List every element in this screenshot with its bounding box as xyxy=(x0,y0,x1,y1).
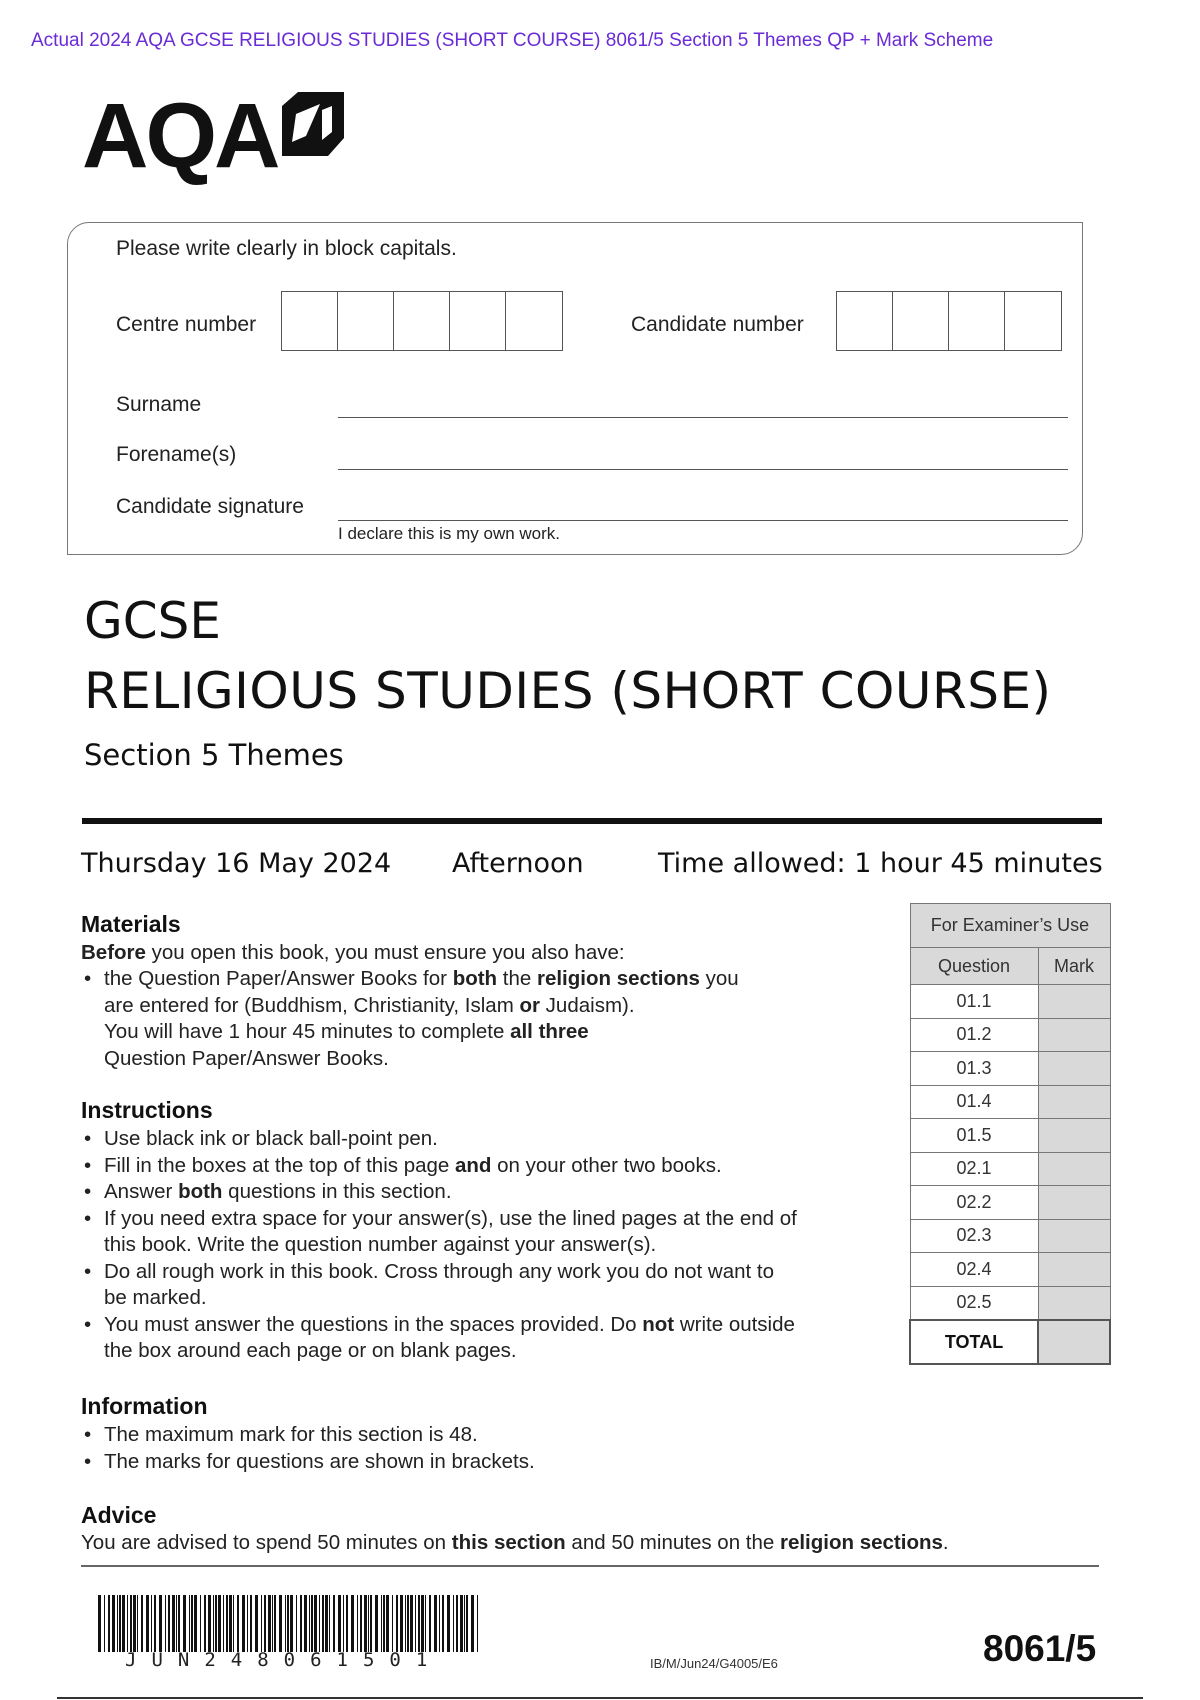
barcode-bar xyxy=(272,1595,273,1652)
barcode-bar xyxy=(392,1595,393,1652)
table-row xyxy=(910,1018,1110,1052)
question-number: 02.1 xyxy=(910,1152,1038,1186)
barcode-bar xyxy=(98,1595,101,1652)
text-run: this book. Write the question number against your answer(s). xyxy=(104,1233,657,1256)
barcode-bar xyxy=(287,1595,289,1652)
barcode-bar xyxy=(360,1595,362,1652)
barcode-bar xyxy=(466,1595,468,1652)
list-item xyxy=(81,1126,797,1153)
barcode-bar xyxy=(127,1595,128,1652)
table-row xyxy=(910,1253,1110,1287)
document-banner: Actual 2024 AQA GCSE RELIGIOUS STUDIES (SHORT COURSE) 8061/5 Section 5 Themes QP + Mark Scheme xyxy=(31,30,994,51)
paper-reference: IB/M/Jun24/G4005/E6 xyxy=(650,1656,778,1671)
barcode-bar xyxy=(329,1595,330,1652)
table-row xyxy=(910,1152,1110,1186)
barcode-bar xyxy=(194,1595,197,1652)
barcode-bar xyxy=(400,1595,403,1652)
text-run: and 50 minutes on the xyxy=(565,1531,780,1554)
mark-cell[interactable] xyxy=(1038,1286,1110,1320)
text-run: The marks for questions are shown in brackets. xyxy=(104,1449,535,1473)
text-run: . xyxy=(942,1531,949,1554)
mark-cell[interactable] xyxy=(1038,1219,1110,1253)
text-run: If you need extra space for your answer(s), use the lined pages at the end of xyxy=(104,1206,797,1230)
barcode-bar xyxy=(213,1595,214,1652)
barcode-bar xyxy=(226,1595,228,1652)
centre-number-boxes[interactable] xyxy=(281,291,563,351)
centre-number-digit[interactable] xyxy=(506,292,562,350)
mark-cell[interactable] xyxy=(1038,1052,1110,1086)
aqa-logo-text: AQA xyxy=(82,85,278,187)
centre-number-digit[interactable] xyxy=(450,292,506,350)
surname-field[interactable] xyxy=(338,417,1068,418)
mark-cell[interactable] xyxy=(1038,1119,1110,1153)
subject-title: RELIGIOUS STUDIES (SHORT COURSE) xyxy=(84,662,1052,720)
materials-heading: Materials xyxy=(81,911,181,937)
barcode-bar xyxy=(264,1595,266,1652)
list-item xyxy=(81,1206,797,1259)
candidate-number-boxes[interactable] xyxy=(836,291,1062,351)
text-run: Question Paper/Answer Books. xyxy=(104,1046,389,1070)
barcode-bar xyxy=(410,1595,413,1652)
barcode-bar xyxy=(247,1595,248,1652)
barcode-bar xyxy=(191,1595,193,1652)
barcode-bar xyxy=(151,1595,152,1652)
barcode-bar xyxy=(304,1595,307,1652)
surname-label: Surname xyxy=(116,393,202,416)
bold-text: not xyxy=(642,1312,675,1336)
barcode-bar xyxy=(375,1595,378,1652)
text-run: The maximum mark for this section is 48. xyxy=(104,1423,478,1446)
list-item xyxy=(81,1422,535,1449)
text-run: you xyxy=(699,967,739,990)
candidate-number-digit[interactable] xyxy=(893,292,949,350)
barcode-bar xyxy=(119,1595,121,1652)
mark-cell[interactable] xyxy=(1038,1152,1110,1186)
signature-label: Candidate signature xyxy=(116,495,304,518)
question-number: 01.5 xyxy=(910,1119,1038,1153)
exam-date: Thursday 16 May 2024 xyxy=(81,848,392,879)
signature-field[interactable] xyxy=(338,520,1068,521)
barcode-bar xyxy=(447,1595,450,1652)
barcode-bar xyxy=(343,1595,344,1652)
advice-heading: Advice xyxy=(81,1502,157,1528)
forenames-label: Forename(s) xyxy=(116,443,237,466)
barcode-bar xyxy=(168,1595,170,1652)
barcode-bar xyxy=(137,1595,138,1652)
barcode-bar xyxy=(159,1595,162,1652)
text-run: Use black ink or black ball-point pen. xyxy=(104,1127,438,1150)
barcode-bar xyxy=(460,1595,463,1652)
barcode-number: JUN248061501 xyxy=(125,1649,443,1671)
barcode-bar xyxy=(381,1595,382,1652)
list-item xyxy=(81,1153,797,1180)
bold-text: both xyxy=(178,1180,223,1203)
declaration-text: I declare this is my own work. xyxy=(338,524,561,543)
page-bottom-rule xyxy=(57,1697,1143,1699)
barcode-bar xyxy=(290,1595,293,1652)
barcode-bar xyxy=(425,1595,426,1652)
barcode-bar xyxy=(333,1595,335,1652)
barcode-bar xyxy=(165,1595,166,1652)
table-row xyxy=(910,1085,1110,1119)
question-number: 01.1 xyxy=(910,985,1038,1019)
materials-list xyxy=(81,966,739,1072)
barcode-bar xyxy=(357,1595,358,1652)
list-item xyxy=(81,1259,797,1312)
barcode-bar xyxy=(183,1595,186,1652)
barcode-bar xyxy=(434,1595,437,1652)
barcode-bar xyxy=(322,1595,324,1652)
barcode-bar xyxy=(133,1595,136,1652)
barcode-bar xyxy=(471,1595,474,1652)
mark-column-header: Mark xyxy=(1038,948,1110,985)
text-run: on your other two books. xyxy=(491,1153,722,1177)
aqa-logo-mark-icon xyxy=(282,92,344,156)
bold-text: and xyxy=(455,1153,492,1177)
qualification-title: GCSE xyxy=(84,592,221,650)
bold-text: all three xyxy=(510,1020,589,1043)
barcode-bar xyxy=(442,1595,444,1652)
question-number: 01.2 xyxy=(910,1018,1038,1052)
title-divider xyxy=(82,818,1102,824)
materials-intro-text: you open this book, you must ensure you also have: xyxy=(145,941,625,964)
barcode-bar xyxy=(208,1595,211,1652)
footer-divider xyxy=(81,1565,1099,1567)
barcode-bar xyxy=(370,1595,372,1652)
candidate-number-digit[interactable] xyxy=(837,292,893,350)
barcode-bar xyxy=(418,1595,420,1652)
advice-text xyxy=(81,1530,949,1556)
instructions-heading: Instructions xyxy=(81,1097,213,1123)
barcode-bar xyxy=(439,1595,440,1652)
barcode-bar xyxy=(146,1595,149,1652)
total-row xyxy=(910,1320,1110,1364)
barcode-bar xyxy=(314,1595,317,1652)
list-item xyxy=(81,1179,797,1206)
barcode-bar xyxy=(223,1595,224,1652)
text-run: the box around each page or on blank pages. xyxy=(104,1339,517,1362)
mark-cell[interactable] xyxy=(1038,1085,1110,1119)
bold-text: both xyxy=(452,967,498,990)
barcode-bar xyxy=(112,1595,115,1652)
barcode-bar xyxy=(117,1595,118,1652)
barcode-bar xyxy=(261,1595,262,1652)
bold-text: religion sections xyxy=(536,967,700,990)
text-run: You are advised to spend 50 minutes on xyxy=(81,1531,452,1554)
barcode-bar xyxy=(421,1595,424,1652)
barcode-bar xyxy=(279,1595,282,1652)
barcode-bar xyxy=(268,1595,271,1652)
barcode-bar xyxy=(364,1595,367,1652)
text-run: the Question Paper/Answer Books for xyxy=(104,967,453,990)
materials-intro xyxy=(81,940,625,966)
list-item xyxy=(81,1449,535,1476)
text-run: Fill in the boxes at the top of this page xyxy=(104,1153,455,1177)
barcode-bar xyxy=(351,1595,354,1652)
barcode-bar xyxy=(346,1595,348,1652)
centre-number-digit[interactable] xyxy=(394,292,450,350)
barcode-bar xyxy=(215,1595,217,1652)
section-title: Section 5 Themes xyxy=(84,738,344,772)
text-run: write outside xyxy=(674,1312,795,1336)
barcode-bar xyxy=(368,1595,369,1652)
information-list xyxy=(81,1422,535,1475)
barcode-bar xyxy=(477,1595,478,1652)
barcode-bar xyxy=(172,1595,175,1652)
examiners-use-table xyxy=(909,903,1111,1365)
table-row xyxy=(910,985,1110,1019)
question-number: 02.3 xyxy=(910,1219,1038,1253)
table-row xyxy=(910,1052,1110,1086)
bold-text: religion sections xyxy=(779,1531,943,1554)
text-run: the xyxy=(497,967,537,990)
total-label: TOTAL xyxy=(910,1320,1038,1364)
barcode-bar xyxy=(242,1595,245,1652)
barcode-bar xyxy=(319,1595,320,1652)
barcode-bar xyxy=(204,1595,206,1652)
barcode-bar xyxy=(386,1595,389,1652)
text-run: Judaism). xyxy=(539,993,635,1017)
question-number: 01.4 xyxy=(910,1085,1038,1119)
table-row xyxy=(910,1119,1110,1153)
barcode-bar xyxy=(104,1595,105,1652)
barcode-bar xyxy=(122,1595,125,1652)
barcode-bar xyxy=(255,1595,258,1652)
text-run: You will have 1 hour 45 minutes to complete xyxy=(104,1020,511,1043)
bold-text: or xyxy=(519,993,540,1017)
barcode-bar xyxy=(325,1595,328,1652)
instructions-list xyxy=(81,1126,797,1365)
time-allowed: Time allowed: 1 hour 45 minutes xyxy=(658,848,1103,879)
barcode-icon xyxy=(98,1595,480,1652)
barcode-bar xyxy=(154,1595,156,1652)
question-number: 02.2 xyxy=(910,1186,1038,1220)
question-column-header: Question xyxy=(910,948,1038,985)
materials-item xyxy=(81,966,739,1072)
barcode-bar xyxy=(237,1595,239,1652)
barcode-bar xyxy=(407,1595,409,1652)
question-number: 02.5 xyxy=(910,1286,1038,1320)
barcode-bar xyxy=(296,1595,297,1652)
barcode-bar xyxy=(130,1595,132,1652)
barcode-bar xyxy=(309,1595,310,1652)
forenames-field[interactable] xyxy=(338,469,1068,470)
barcode-bar xyxy=(176,1595,177,1652)
aqa-logo xyxy=(82,86,352,186)
barcode-bar xyxy=(200,1595,201,1652)
centre-number-digit[interactable] xyxy=(282,292,338,350)
barcode-bar xyxy=(285,1595,286,1652)
exam-session: Afternoon xyxy=(452,848,584,879)
barcode-bar xyxy=(189,1595,190,1652)
table-row xyxy=(910,1219,1110,1253)
barcode-bar xyxy=(250,1595,252,1652)
block-capitals-instruction: Please write clearly in block capitals. xyxy=(116,237,457,260)
barcode-bar xyxy=(456,1595,458,1652)
mark-cell[interactable] xyxy=(1038,1018,1110,1052)
barcode-bar xyxy=(429,1595,431,1652)
text-run: questions in this section. xyxy=(222,1180,452,1203)
barcode-bar xyxy=(229,1595,232,1652)
barcode-bar xyxy=(464,1595,465,1652)
barcode-bar xyxy=(218,1595,221,1652)
barcode-bar xyxy=(141,1595,143,1652)
centre-number-label: Centre number xyxy=(116,313,257,336)
text-run: be marked. xyxy=(104,1286,207,1309)
barcode-bar xyxy=(383,1595,385,1652)
paper-code: 8061/5 xyxy=(983,1628,1097,1669)
barcode-bar xyxy=(415,1595,416,1652)
total-mark-cell[interactable] xyxy=(1038,1320,1110,1364)
barcode-bar xyxy=(405,1595,406,1652)
mark-cell[interactable] xyxy=(1038,985,1110,1019)
candidate-details-box xyxy=(67,222,1083,555)
text-run: Do all rough work in this book. Cross through any work you do not want to xyxy=(104,1259,775,1283)
table-row xyxy=(910,1186,1110,1220)
barcode-bar xyxy=(396,1595,398,1652)
barcode-bar xyxy=(453,1595,454,1652)
information-heading: Information xyxy=(81,1393,208,1419)
barcode-bar xyxy=(233,1595,234,1652)
mark-cell[interactable] xyxy=(1038,1253,1110,1287)
barcode-bar xyxy=(311,1595,313,1652)
centre-number-digit[interactable] xyxy=(338,292,394,350)
text-run: Answer xyxy=(104,1180,179,1203)
barcode-bar xyxy=(300,1595,302,1652)
barcode-bar xyxy=(338,1595,341,1652)
barcode-bar xyxy=(274,1595,276,1652)
question-number: 02.4 xyxy=(910,1253,1038,1287)
bold-text: this section xyxy=(451,1531,566,1554)
text-run: are entered for (Buddhism, Christianity, Islam xyxy=(104,993,520,1017)
mark-cell[interactable] xyxy=(1038,1186,1110,1220)
table-row xyxy=(910,1286,1110,1320)
barcode-bar xyxy=(178,1595,180,1652)
text-run: You must answer the questions in the spaces provided. Do xyxy=(104,1312,643,1336)
materials-intro-bold: Before xyxy=(81,941,146,964)
list-item xyxy=(81,1312,797,1365)
question-number: 01.3 xyxy=(910,1052,1038,1086)
candidate-number-digit[interactable] xyxy=(1005,292,1061,350)
barcode-bar xyxy=(108,1595,110,1652)
candidate-number-label: Candidate number xyxy=(631,313,804,336)
candidate-number-digit[interactable] xyxy=(949,292,1005,350)
examiners-use-title: For Examiner’s Use xyxy=(910,904,1110,948)
